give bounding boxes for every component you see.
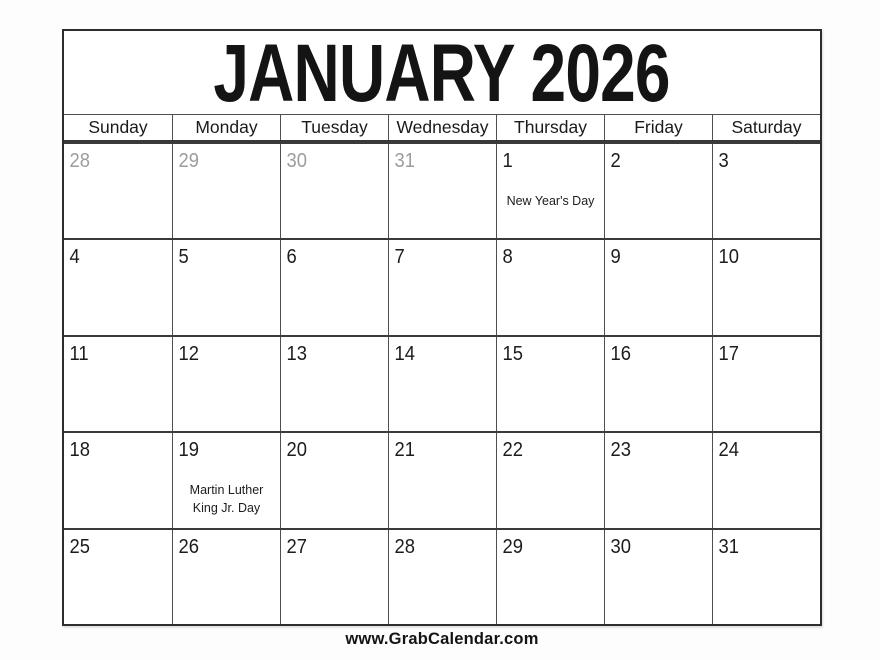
day-number: 10 bbox=[718, 246, 739, 269]
week-row-3 bbox=[64, 335, 820, 431]
day-cell-3 bbox=[712, 144, 820, 238]
calendar bbox=[62, 29, 822, 626]
day-number: 24 bbox=[718, 439, 739, 462]
holiday-label-mlk-day: Martin Luther King Jr. Day bbox=[189, 483, 264, 516]
day-number: 23 bbox=[610, 439, 631, 462]
day-number: 27 bbox=[286, 535, 307, 558]
day-number: 17 bbox=[718, 342, 739, 365]
day-cell-26 bbox=[172, 530, 280, 624]
day-cell-2 bbox=[604, 144, 712, 238]
day-number: 8 bbox=[502, 246, 513, 269]
weekday-header-tuesday: Tuesday bbox=[280, 115, 388, 140]
day-number: 4 bbox=[69, 246, 80, 269]
day-number: 19 bbox=[178, 439, 199, 462]
day-cell-25 bbox=[64, 530, 172, 624]
day-number: 3 bbox=[718, 150, 729, 172]
day-cell-12 bbox=[172, 337, 280, 431]
day-number: 11 bbox=[69, 342, 89, 365]
day-cell-14 bbox=[388, 337, 496, 431]
day-number: 7 bbox=[394, 246, 405, 269]
day-cell-18 bbox=[64, 433, 172, 527]
day-cell-13 bbox=[280, 337, 388, 431]
week-row-1 bbox=[64, 142, 820, 238]
day-cell-22 bbox=[496, 433, 604, 527]
holiday-label-new-years-day: New Year's Day bbox=[506, 194, 595, 208]
day-number: 6 bbox=[286, 246, 297, 269]
weekday-header-row bbox=[64, 115, 820, 142]
day-number: 9 bbox=[610, 246, 621, 269]
day-cell-28 bbox=[388, 530, 496, 624]
weekday-header-monday: Monday bbox=[172, 115, 280, 140]
day-number: 14 bbox=[394, 342, 415, 365]
day-cell-4 bbox=[64, 240, 172, 334]
day-number: 31 bbox=[718, 535, 739, 558]
day-cell-1 bbox=[496, 144, 604, 238]
day-number: 16 bbox=[610, 342, 631, 365]
week-row-5 bbox=[64, 528, 820, 624]
day-cell-27 bbox=[280, 530, 388, 624]
weekday-header-saturday: Saturday bbox=[712, 115, 820, 140]
weekday-header-sunday: Sunday bbox=[88, 117, 148, 137]
week-row-2 bbox=[64, 238, 820, 334]
day-number: 20 bbox=[286, 439, 307, 462]
day-cell-9 bbox=[604, 240, 712, 334]
day-cell-11 bbox=[64, 337, 172, 431]
day-cell-prev-29 bbox=[172, 144, 280, 238]
day-cell-29 bbox=[496, 530, 604, 624]
weekday-header-friday: Friday bbox=[604, 115, 712, 140]
day-number: 18 bbox=[69, 439, 90, 462]
day-cell-24 bbox=[712, 433, 820, 527]
day-cell-5 bbox=[172, 240, 280, 334]
week-row-4 bbox=[64, 431, 820, 527]
day-number: 30 bbox=[610, 535, 631, 558]
day-cell-6 bbox=[280, 240, 388, 334]
day-number: 5 bbox=[178, 246, 189, 269]
day-number: 21 bbox=[394, 439, 415, 462]
day-cell-23 bbox=[604, 433, 712, 527]
day-cell-prev-28 bbox=[64, 144, 172, 238]
day-cell-prev-30 bbox=[280, 144, 388, 238]
day-cell-7 bbox=[388, 240, 496, 334]
day-cell-10 bbox=[712, 240, 820, 334]
calendar-title: JANUARY 2026 bbox=[213, 31, 671, 115]
day-number: 28 bbox=[394, 535, 415, 558]
day-cell-15 bbox=[496, 337, 604, 431]
day-cell-19 bbox=[172, 433, 280, 527]
day-cell-20 bbox=[280, 433, 388, 527]
day-number: 26 bbox=[178, 535, 199, 558]
weekday-header-wednesday: Wednesday bbox=[388, 115, 496, 140]
day-cell-21 bbox=[388, 433, 496, 527]
day-number: 30 bbox=[286, 150, 307, 172]
day-cell-31 bbox=[712, 530, 820, 624]
day-number: 28 bbox=[69, 150, 90, 172]
day-cell-17 bbox=[712, 337, 820, 431]
grabcalendar-site-link[interactable]: www.GrabCalendar.com bbox=[345, 630, 539, 648]
calendar-title-bar bbox=[64, 31, 820, 115]
day-cell-30 bbox=[604, 530, 712, 624]
footer bbox=[62, 630, 822, 649]
day-number: 13 bbox=[286, 342, 307, 365]
day-number: 15 bbox=[502, 342, 523, 365]
day-number: 22 bbox=[502, 439, 523, 462]
weekday-header-thursday: Thursday bbox=[496, 115, 604, 140]
day-number: 1 bbox=[502, 150, 513, 172]
day-cell-16 bbox=[604, 337, 712, 431]
day-number: 29 bbox=[502, 535, 523, 558]
day-number: 2 bbox=[610, 150, 621, 172]
day-number: 29 bbox=[178, 150, 199, 172]
day-number: 31 bbox=[394, 150, 415, 172]
day-cell-8 bbox=[496, 240, 604, 334]
day-number: 12 bbox=[178, 342, 199, 365]
day-cell-prev-31 bbox=[388, 144, 496, 238]
day-number: 25 bbox=[69, 535, 90, 558]
